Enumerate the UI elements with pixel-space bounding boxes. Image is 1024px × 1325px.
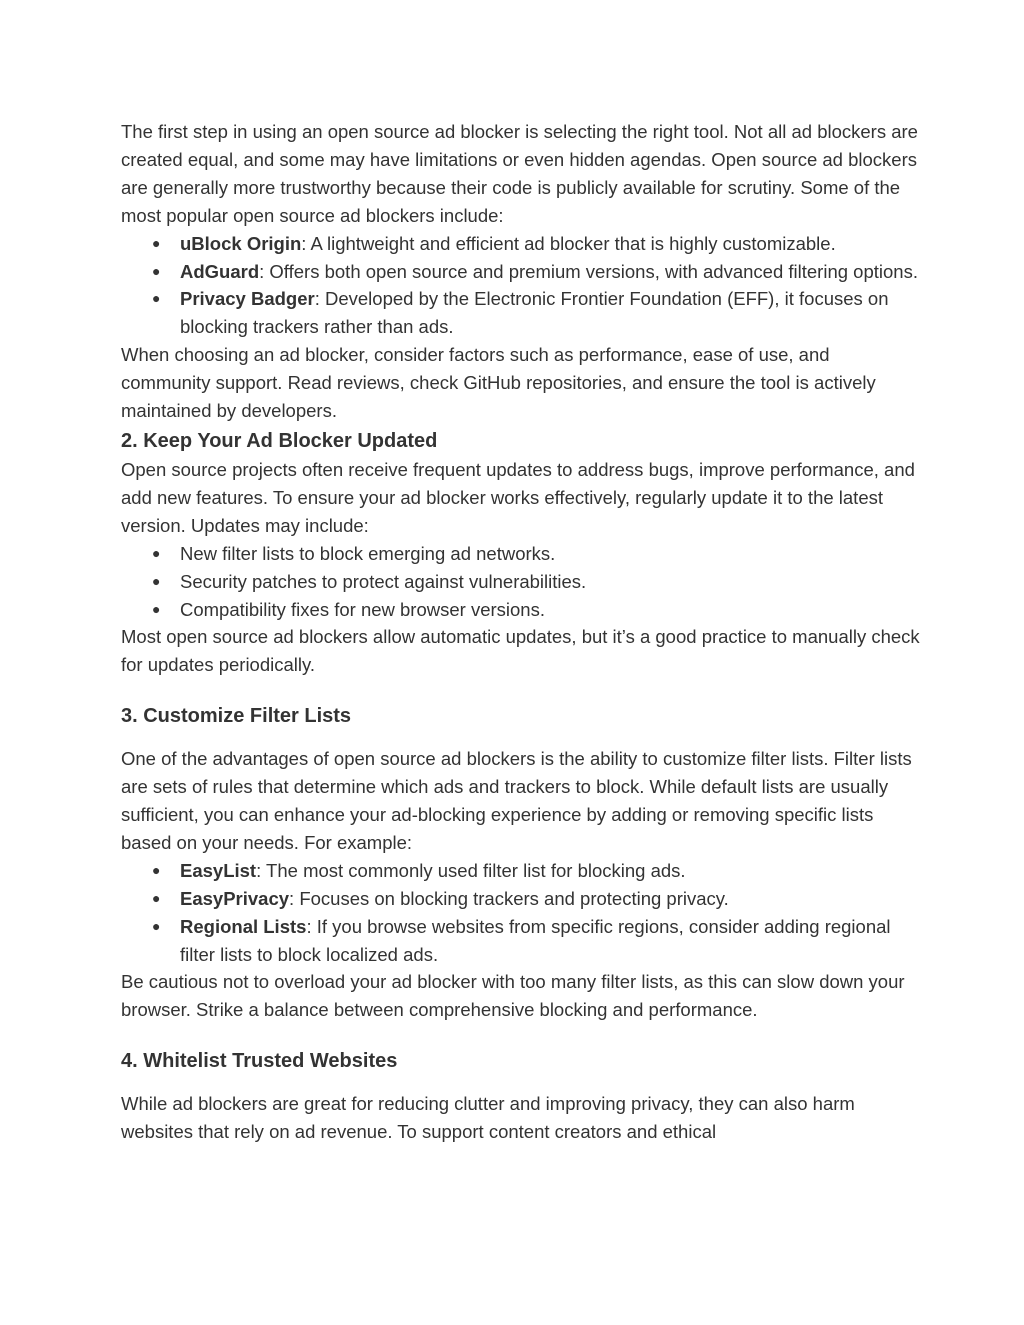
list-item-term: AdGuard (180, 260, 260, 282)
tools-list (121, 230, 921, 342)
list-item-text: : Focuses on blocking trackers and protecting privacy. (289, 887, 729, 909)
section-3-closing: Be cautious not to overload your ad blocker with too many filter lists, as this can slow down your browser. Strike a balance between comprehensive blocking and performance. (121, 971, 905, 1021)
section-3-paragraph: One of the advantages of open source ad blockers is the ability to customize filter lists. Filter lists are sets of rules that determine which ads and trackers to block. While default lists are usually sufficient, you can enhance your ad-blocking experience by adding or removing specific lists based on your needs. For example: (121, 748, 912, 853)
document-page (121, 118, 921, 1146)
list-item (152, 230, 921, 258)
list-item (152, 568, 921, 596)
bullet-icon: ● (152, 917, 161, 934)
bullet-icon: ● (152, 290, 161, 307)
list-item (152, 885, 921, 913)
section-4-heading: 4. Whitelist Trusted Websites (121, 1050, 398, 1073)
bullet-icon: ● (152, 889, 161, 906)
list-item-text: : A lightweight and efficient ad blocker that is highly customizable. (301, 232, 836, 254)
list-item-term: EasyList (180, 859, 257, 881)
section-4-paragraph: While ad blockers are great for reducing clutter and improving privacy, they can also harm websites that rely on ad revenue. To support content creators and ethical (121, 1093, 855, 1143)
list-item (152, 285, 921, 341)
list-item-text: : Offers both open source and premium versions, with advanced filtering options. (259, 260, 918, 282)
bullet-icon: ● (152, 572, 161, 589)
list-item (152, 857, 921, 885)
list-item-term: Regional Lists (180, 915, 307, 937)
bullet-icon: ● (152, 544, 161, 561)
filter-lists-list (121, 857, 921, 969)
list-item (152, 913, 921, 969)
list-item (152, 540, 921, 568)
list-item-text: : Developed by the Electronic Frontier Foundation (EFF), it focuses on blocking trackers rather than ads. (180, 288, 889, 338)
list-item-term: Privacy Badger (180, 288, 315, 310)
list-item (152, 258, 921, 286)
bullet-icon: ● (152, 600, 161, 617)
list-item-term: EasyPrivacy (180, 887, 290, 909)
bullet-icon: ● (152, 861, 161, 878)
bullet-icon: ● (152, 234, 161, 251)
list-item-text: : The most commonly used filter list for blocking ads. (256, 859, 686, 881)
list-item (152, 596, 921, 624)
bullet-icon: ● (152, 262, 161, 279)
section-2-closing: Most open source ad blockers allow automatic updates, but it’s a good practice to manually check for updates periodically. (121, 626, 920, 676)
choosing-paragraph: When choosing an ad blocker, consider factors such as performance, ease of use, and community support. Read reviews, check GitHub repositories, and ensure the tool is actively maintained by developers. (121, 344, 876, 422)
intro-paragraph: The first step in using an open source ad blocker is selecting the right tool. Not all ad blockers are created equal, and some may have limitations or even hidden agendas. Open source ad blockers are generally more trustworthy because their code is publicly available for scrutiny. Some of the most popular open source ad blockers include: (121, 121, 918, 226)
list-item-term: uBlock Origin (180, 232, 302, 254)
list-item-text: Compatibility fixes for new browser versions. (180, 598, 545, 620)
section-2-heading: 2. Keep Your Ad Blocker Updated (121, 429, 438, 452)
list-item-text: New filter lists to block emerging ad networks. (180, 542, 556, 564)
section-3-heading: 3. Customize Filter Lists (121, 705, 352, 728)
list-item-text: Security patches to protect against vulnerabilities. (180, 570, 587, 592)
updates-list (121, 540, 921, 624)
section-2-paragraph: Open source projects often receive frequent updates to address bugs, improve performance, and add new features. To ensure your ad blocker works effectively, regularly update it to the latest version. Updates may include: (121, 458, 915, 536)
list-item-text: : If you browse websites from specific regions, consider adding regional filter lists to block localized ads. (180, 915, 891, 965)
